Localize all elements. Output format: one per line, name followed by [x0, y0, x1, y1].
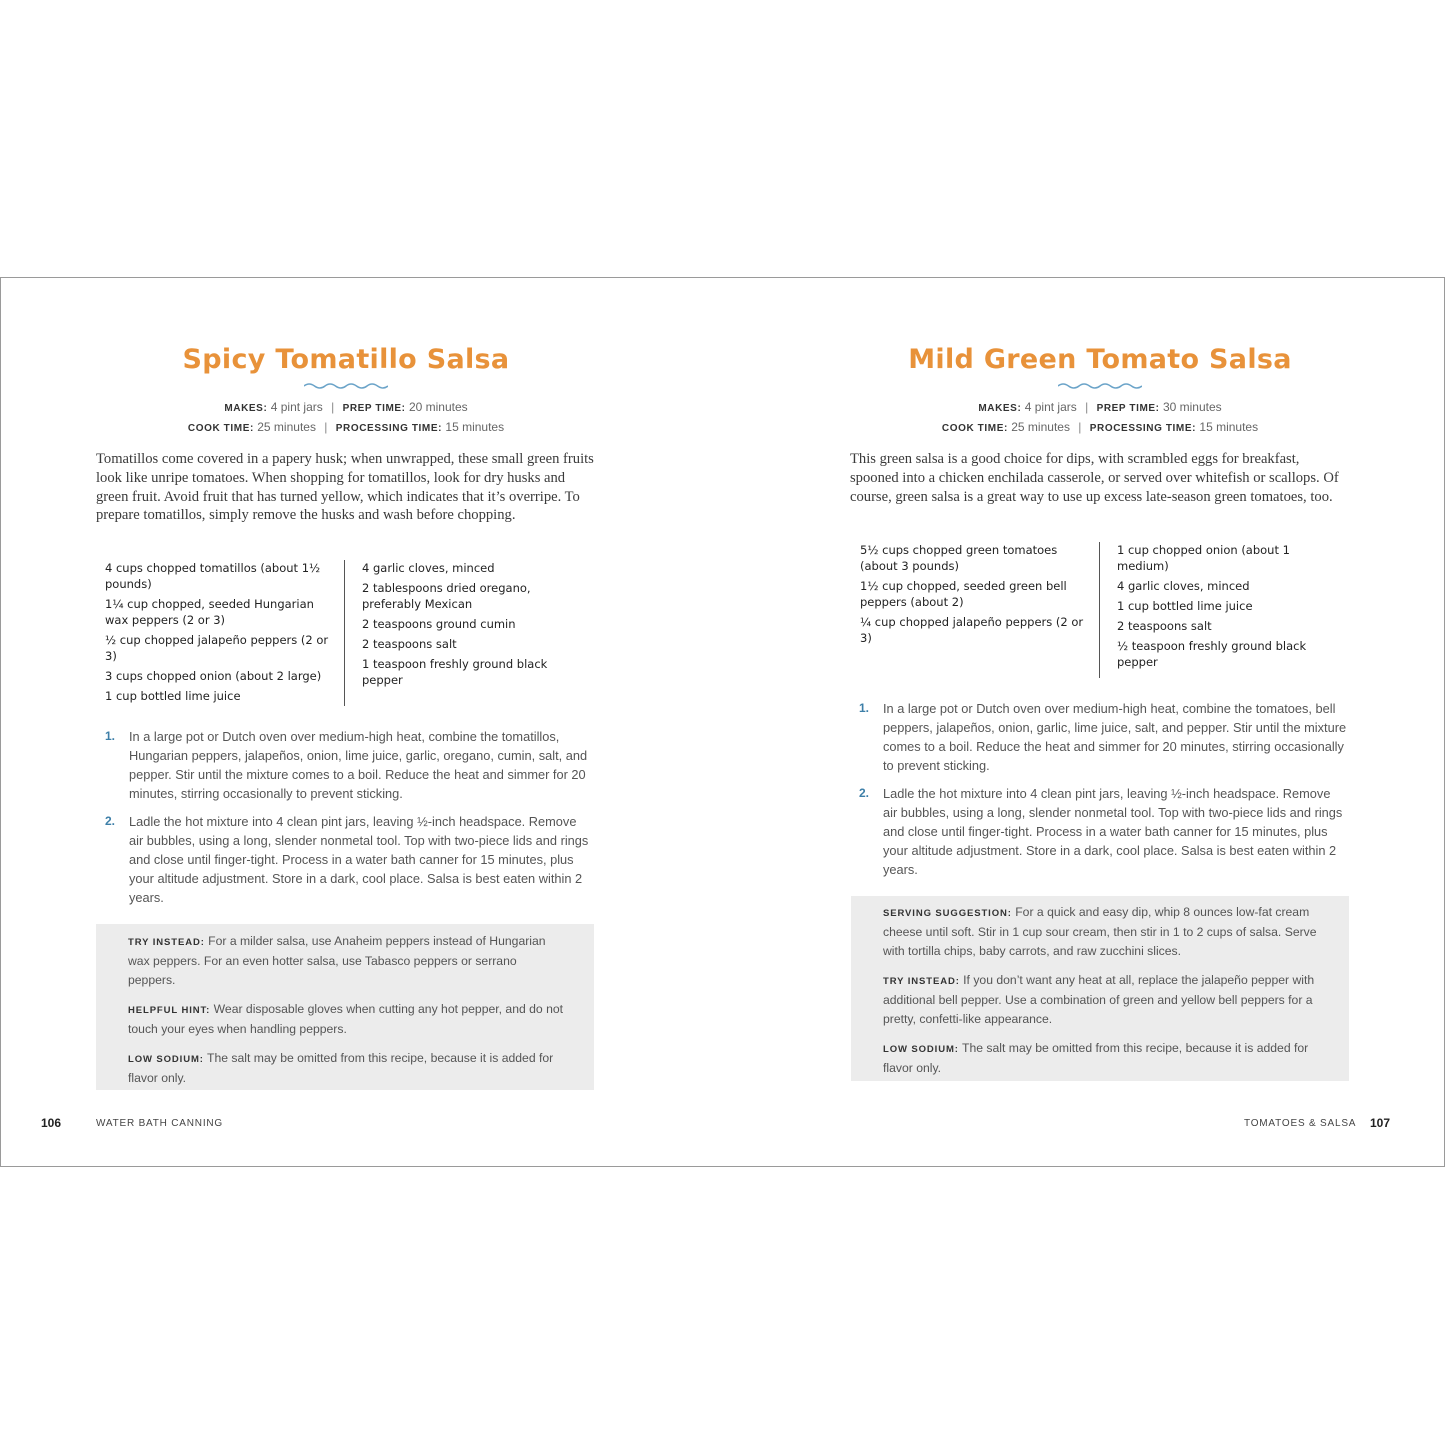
page-number: 106 — [41, 1116, 62, 1130]
right-page — [722, 278, 1444, 1166]
note-text: If you don’t want any heat at all, replace the jalapeño pepper with additional bell pepper. Use a combination of green and yellow bell peppers for a pretty, confetti-like appearance. — [883, 973, 1315, 1026]
step-number: 1. — [105, 729, 116, 743]
note-item — [128, 1000, 564, 1039]
ingredient-item: 4 cups chopped tomatillos (about 1½ pounds) — [105, 561, 321, 591]
processing-time-value: 15 minutes — [445, 420, 505, 434]
note-text: The salt may be omitted from this recipe, because it is added for flavor only. — [128, 1051, 554, 1085]
makes-label: MAKES: — [978, 403, 1022, 414]
ingredients-column-1 — [105, 560, 337, 708]
page-number: 107 — [1370, 1116, 1391, 1130]
note-label: LOW SODIUM: — [883, 1044, 959, 1055]
ingredients-column-2 — [344, 560, 562, 706]
step-text: Ladle the hot mixture into 4 clean pint jars, leaving ½-inch headspace. Remove air bubbles, using a long, slender nonmetal tool. Top with two-piece lids and rings and close until finger-tight. Process in a water bath canner for 15 minutes, plus your altitude adjustment. Store in a dark, cool place. Salsa is best eaten within 2 years. — [129, 814, 589, 905]
cook-time-label: COOK TIME: — [941, 423, 1008, 434]
recipe-title: Mild Green Tomato Salsa — [908, 344, 1292, 375]
ingredients-column-1 — [860, 542, 1085, 650]
ingredient-item: 4 garlic cloves, minced — [1117, 579, 1250, 593]
step-item — [859, 784, 1347, 879]
section-title: WATER BATH CANNING — [96, 1118, 223, 1129]
step-number: 2. — [859, 786, 870, 800]
wave-divider-icon — [304, 382, 388, 390]
notes-box — [96, 924, 594, 1090]
step-item — [859, 699, 1347, 775]
note-item — [883, 971, 1321, 1029]
note-label: HELPFUL HINT: — [128, 1005, 211, 1016]
ingredient-item: 1½ cup chopped, seeded green bell peppers (about 2) — [860, 579, 1067, 609]
note-item — [128, 1049, 564, 1088]
note-label: TRY INSTEAD: — [128, 937, 205, 948]
recipe-intro: Tomatillos come covered in a papery husk; when unwrapped, these small green fruits look like unripe tomatoes. When shopping for tomatillos, look for dry husks and green fruit. Avoid fruit that has turned yellow, which indicates that it’s overripe. To prepare tomatillos, simply remove the husks and wash before chopping. — [96, 451, 594, 524]
prep-time-label: PREP TIME: — [342, 403, 406, 414]
note-item — [128, 932, 564, 990]
ingredient-item: 2 teaspoons salt — [1117, 619, 1212, 633]
step-number: 2. — [105, 814, 116, 828]
wave-divider-icon — [1058, 382, 1142, 390]
meta-separator: | — [1085, 400, 1089, 414]
makes-value: 4 pint jars — [270, 400, 323, 414]
note-text: The salt may be omitted from this recipe, because it is added for flavor only. — [883, 1041, 1309, 1075]
note-label: LOW SODIUM: — [128, 1054, 204, 1065]
prep-time-value: 20 minutes — [408, 400, 468, 414]
left-page — [1, 278, 722, 1166]
ingredient-item: 5½ cups chopped green tomatoes (about 3 pounds) — [860, 543, 1058, 573]
prep-time-value: 30 minutes — [1162, 400, 1222, 414]
step-number: 1. — [859, 701, 870, 715]
recipe-steps — [105, 727, 593, 916]
note-item — [883, 903, 1321, 961]
cook-time-value: 25 minutes — [1011, 420, 1070, 434]
recipe-steps — [859, 699, 1347, 888]
ingredient-item: 1 cup bottled lime juice — [105, 689, 241, 703]
ingredient-item: 1¼ cup chopped, seeded Hungarian wax peppers (2 or 3) — [105, 597, 314, 627]
processing-time-label: PROCESSING TIME: — [1089, 423, 1197, 434]
recipe-intro: This green salsa is a good choice for dips, with scrambled eggs for breakfast, spooned into a chicken enchilada casserole, or served over whitefish or scallops. Of course, green salsa is a great way to use up excess late-season green tomatoes, too. — [850, 451, 1339, 505]
ingredient-item: 2 teaspoons salt — [362, 637, 457, 651]
book-spread — [0, 277, 1445, 1167]
ingredients-column-2 — [1099, 542, 1317, 678]
cook-time-value: 25 minutes — [257, 420, 316, 434]
note-text: Wear disposable gloves when cutting any hot pepper, and do not touch your eyes when handling peppers. — [128, 1002, 564, 1036]
meta-separator: | — [1078, 420, 1082, 434]
ingredient-item: 4 garlic cloves, minced — [362, 561, 495, 575]
meta-separator: | — [331, 400, 335, 414]
ingredient-item: ¼ cup chopped jalapeño peppers (2 or 3) — [860, 615, 1084, 645]
ingredient-item: 3 cups chopped onion (about 2 large) — [105, 669, 322, 683]
meta-separator: | — [324, 420, 328, 434]
makes-value: 4 pint jars — [1024, 400, 1077, 414]
ingredient-item: 1 teaspoon freshly ground black pepper — [362, 657, 548, 687]
note-label: TRY INSTEAD: — [883, 976, 960, 987]
prep-time-label: PREP TIME: — [1096, 403, 1160, 414]
recipe-title: Spicy Tomatillo Salsa — [182, 344, 510, 375]
ingredient-item: ½ teaspoon freshly ground black pepper — [1117, 639, 1307, 669]
note-label: SERVING SUGGESTION: — [883, 908, 1012, 919]
recipe-meta — [96, 398, 596, 438]
makes-label: MAKES: — [224, 403, 268, 414]
note-text: For a milder salsa, use Anaheim peppers instead of Hungarian wax peppers. For an even hotter salsa, use Tabasco peppers or serrano peppers. — [128, 934, 546, 987]
step-text: In a large pot or Dutch oven over medium-high heat, combine the tomatillos, Hungarian peppers, jalapeños, onion, lime juice, garlic, oregano, cumin, salt, and pepper. Stir until the mixture comes to a boil. Reduce the heat and simmer for 20 minutes, stirring occasionally to prevent sticking. — [129, 729, 588, 801]
note-item — [883, 1039, 1321, 1078]
ingredient-item: 2 teaspoons ground cumin — [362, 617, 516, 631]
processing-time-value: 15 minutes — [1199, 420, 1259, 434]
ingredient-item: 2 tablespoons dried oregano, preferably Mexican — [362, 581, 531, 611]
step-item — [105, 812, 593, 907]
step-text: Ladle the hot mixture into 4 clean pint jars, leaving ½-inch headspace. Remove air bubbles, using a long, slender nonmetal tool. Top with two-piece lids and rings and close until finger-tight. Process in a water bath canner for 15 minutes, plus your altitude adjustment. Store in a dark, cool place. Salsa is best eaten within 2 years. — [883, 786, 1343, 877]
processing-time-label: PROCESSING TIME: — [335, 423, 443, 434]
cook-time-label: COOK TIME: — [187, 423, 254, 434]
recipe-meta — [850, 398, 1350, 438]
ingredient-item: 1 cup chopped onion (about 1 medium) — [1117, 543, 1290, 573]
step-item — [105, 727, 593, 803]
section-title: TOMATOES & SALSA — [1244, 1118, 1357, 1129]
step-text: In a large pot or Dutch oven over medium-high heat, combine the tomatoes, bell peppers, jalapeños, onion, garlic, lime juice, salt, and pepper. Stir until the mixture comes to a boil. Reduce the heat and simmer for 20 minutes, stirring occasionally to prevent sticking. — [883, 701, 1347, 773]
notes-box — [851, 896, 1349, 1081]
ingredient-item: 1 cup bottled lime juice — [1117, 599, 1253, 613]
note-text: For a quick and easy dip, whip 8 ounces low-fat cream cheese until soft. Stir in 1 cup sour cream, then stir in 1 to 2 cups of salsa. Serve with tortilla chips, baby carrots, and raw zucchini slices. — [883, 905, 1317, 958]
ingredient-item: ½ cup chopped jalapeño peppers (2 or 3) — [105, 633, 329, 663]
